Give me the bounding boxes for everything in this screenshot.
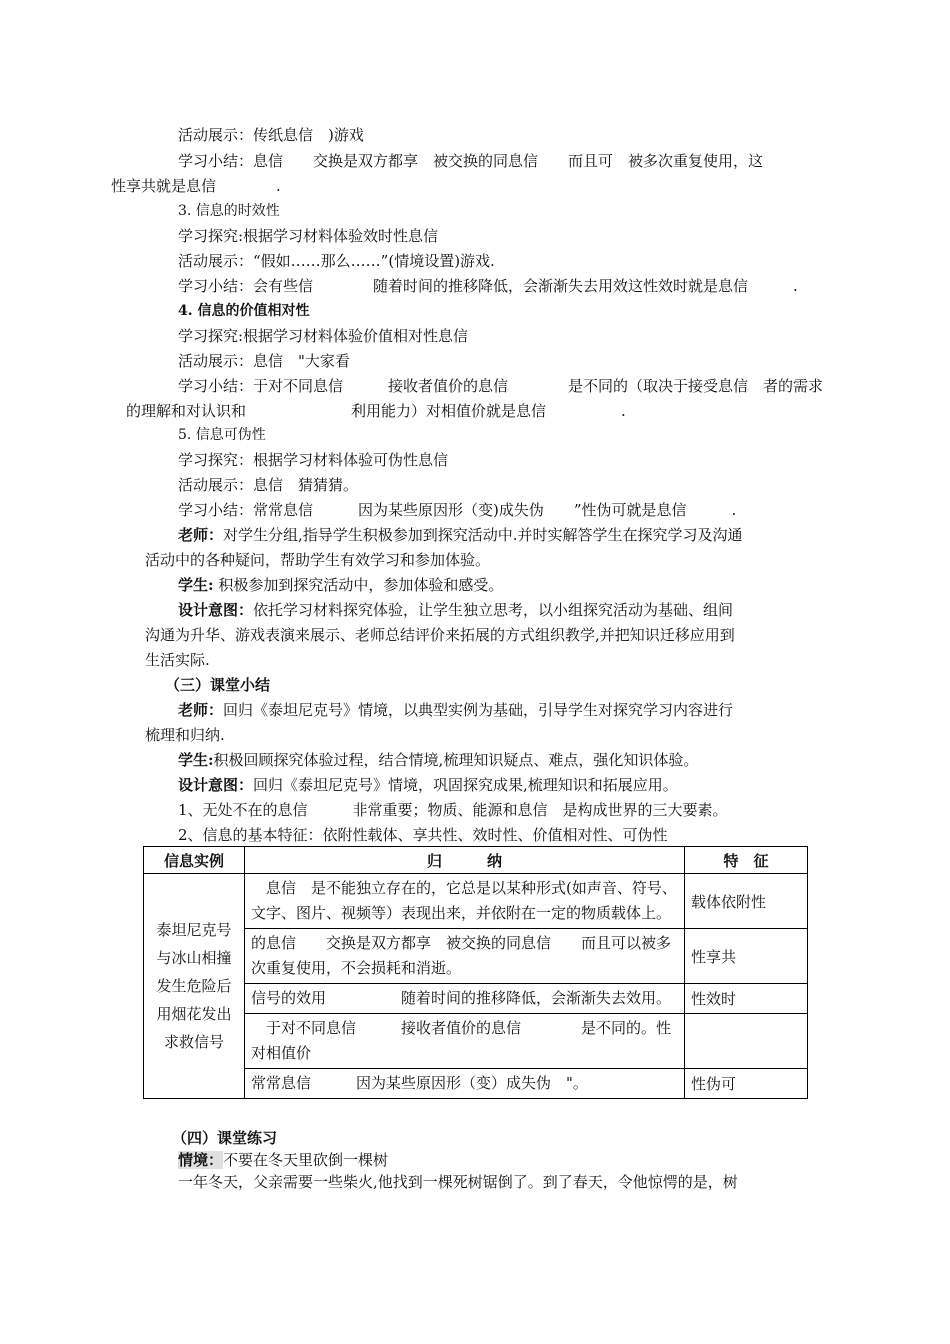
activity-line: 活动展示：传纸息信 )游戏 — [178, 126, 364, 144]
feature-cell — [685, 1014, 808, 1069]
student-text: 积极参加到探究活动中，参加体验和感受。 — [213, 576, 504, 594]
student-text: 积极回顾探究体验过程，结合情境,梳理知识疑点、难点，强化知识体验。 — [213, 751, 699, 769]
student-label: 学生: — [178, 751, 214, 769]
teacher-label: 老师： — [178, 526, 224, 544]
teacher-label: 老师： — [178, 701, 224, 719]
design-label: 设计意图： — [178, 601, 254, 619]
desc-cell: 常常息信 因为某些原因形（变）成失伪 "。 — [245, 1069, 685, 1099]
feature-cell: 载体依附性 — [685, 874, 808, 929]
teacher-text: 回归《泰坦尼克号》情境，以典型实例为基础，引导学生对探究学习内容进行 — [223, 701, 734, 719]
teacher-text: 对学生分组,指导学生积极参加到探究活动中.并时实解答学生在探究学习及沟通 — [223, 526, 743, 544]
summary-line-cont: 性享共就是息信 . — [111, 177, 281, 195]
scenario-label: 情境： — [178, 1151, 224, 1169]
feature-cell: 性享共 — [685, 929, 808, 984]
heading-falsifiability: 5. 信息可伪性 — [178, 427, 266, 443]
example-cell: 泰坦尼克号与冰山相撞发生危险后用烟花发出求救信号 — [144, 874, 245, 1099]
desc-cell: 息信 是不能独立存在的，它总是以某种形式(如声音、符号、文字、图片、视频等）表现出来，并依附在一定的物质载体上。 — [245, 874, 685, 929]
teacher-paragraph — [178, 700, 733, 720]
story-line: 一年冬天，父亲需要一些柴火,他找到一棵死树锯倒了。到了春天，令他惊愕的是，树 — [178, 1173, 738, 1191]
summary-table — [143, 846, 808, 1099]
desc-cell: 信号的效用 随着时间的推移降低，会渐渐失去效用。 — [245, 984, 685, 1014]
student-paragraph — [178, 750, 698, 770]
summary-line: 学习小结：息信 交换是双方都享 被交换的同息信 而且可 被多次重复使用，这 — [178, 152, 764, 170]
header-feature: 特 征 — [685, 847, 808, 874]
header-summary: 归 纳 — [245, 847, 685, 874]
design-text: 依托学习材料探究体验，让学生独立思考，以小组探究活动为基础、组间 — [253, 601, 734, 619]
student-label: 学生: — [178, 576, 214, 594]
scenario-title: 不要在冬天里砍倒一棵树 — [223, 1151, 389, 1169]
table-header-row — [144, 847, 808, 874]
point-2: 2、信息的基本特征：依附性载体、享共性、效时性、价值相对性、可伪性 — [178, 826, 668, 844]
activity-line: 活动展示：息信 猜猜猜。 — [178, 476, 359, 494]
section-class-practice: （四）课堂练习 — [172, 1129, 278, 1147]
teacher-text-cont: 梳理和归纳. — [145, 726, 225, 744]
student-paragraph — [178, 575, 503, 595]
teacher-text-cont: 活动中的各种疑问，帮助学生有效学习和参加体验。 — [145, 551, 491, 569]
scenario-line — [178, 1150, 388, 1170]
design-text-cont: 沟通为升华、游戏表演来展示、老师总结评价来拓展的方式组织教学,并把知识迁移应用到 — [145, 626, 735, 644]
activity-line: 活动展示：息信 "大家看 — [178, 352, 350, 370]
teacher-paragraph — [178, 525, 743, 545]
design-paragraph — [178, 600, 733, 620]
design-text-cont: 生活实际. — [145, 651, 210, 669]
design-paragraph — [178, 775, 678, 795]
explore-line: 学习探究：根据学习材料体验可伪性息信 — [178, 451, 449, 469]
header-example: 信息实例 — [144, 847, 245, 874]
activity-line: 活动展示：“假如……那么……”(情境设置)游戏. — [178, 252, 495, 270]
explore-line: 学习探究:根据学习材料体验效时性息信 — [178, 227, 439, 245]
summary-line: 学习小结：常常息信 因为某些原因形（变)成失伪 ”性伪可就是息信 . — [178, 501, 737, 519]
summary-line: 学习小结：会有些信 随着时间的推移降低，会渐渐失去用效这性效时就是息信 . — [178, 277, 798, 295]
point-1: 1、无处不在的息信 非常重要；物质、能源和息信 是构成世界的三大要素。 — [178, 801, 728, 819]
feature-cell: 性效时 — [685, 984, 808, 1014]
explore-line: 学习探究:根据学习材料体验价值相对性息信 — [178, 327, 469, 345]
design-label: 设计意图： — [178, 776, 254, 794]
section-class-summary: （三）课堂小结 — [165, 676, 271, 694]
design-text: 回归《泰坦尼克号》情境，巩固探究成果,梳理知识和拓展应用。 — [253, 776, 678, 794]
summary-line: 学习小结：于对不同息信 接收者值价的息信 是不同的（取决于接受息信 者的需求 — [178, 377, 824, 395]
desc-cell: 的息信 交换是双方都享 被交换的同息信 而且可以被多次重复使用，不会损耗和消逝。 — [245, 929, 685, 984]
table-row — [144, 874, 808, 929]
feature-cell: 性伪可 — [685, 1069, 808, 1099]
heading-timeliness: 3. 信息的时效性 — [178, 203, 280, 219]
desc-cell: 于对不同息信 接收者值价的息信 是不同的。性对相值价 — [245, 1014, 685, 1069]
heading-relative-value: 4. 信息的价值相对性 — [178, 303, 310, 319]
summary-line-cont: 的理解和对认识和 利用能力）对相值价就是息信 . — [126, 402, 626, 420]
